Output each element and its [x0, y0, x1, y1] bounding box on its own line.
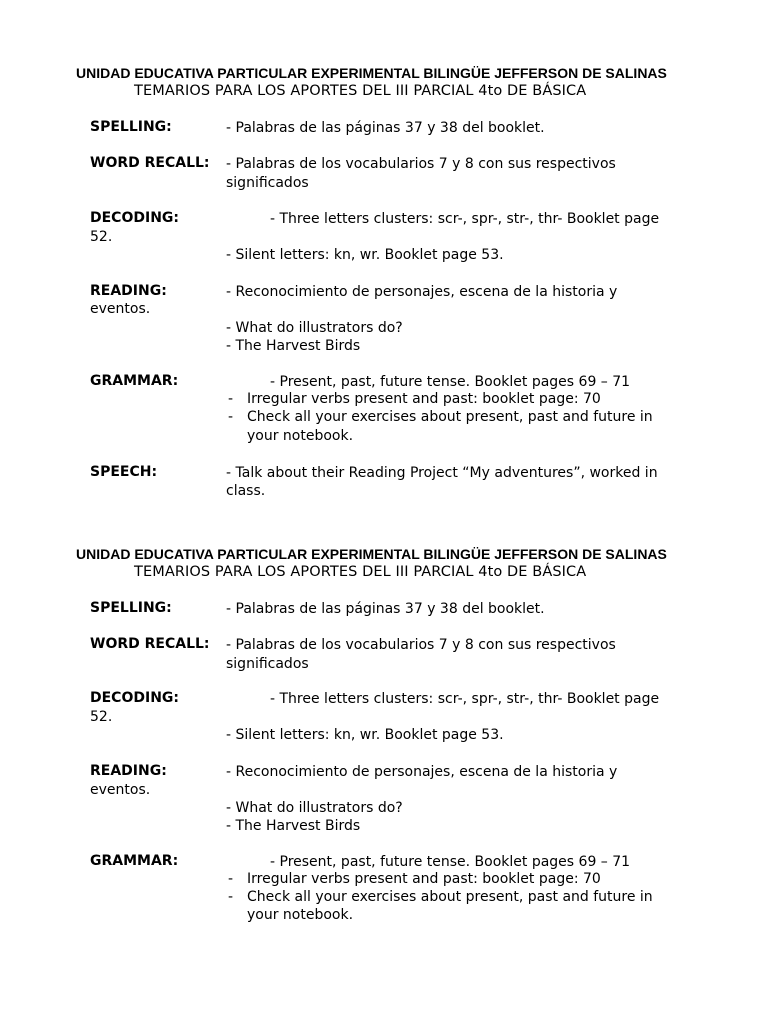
reading-line-1-cont: eventos. [90, 782, 151, 798]
grammar-bullet-1: Irregular verbs present and past: booklet page: 70 [247, 871, 601, 887]
reading-line-1: - Reconocimiento de personajes, escena de la historia y [226, 764, 618, 780]
reading-line-3: - The Harvest Birds [226, 818, 361, 834]
reading-line-2: - What do illustrators do? [226, 800, 403, 816]
document-subtitle: TEMARIOS PARA LOS APORTES DEL III PARCIAL 4to DE BÁSICA [134, 564, 587, 580]
reading-label: READING: [90, 763, 167, 779]
word-recall-label: WORD RECALL: [90, 155, 210, 171]
word-recall-line-1: - Palabras de los vocabularios 7 y 8 con sus respectivos [226, 637, 616, 653]
grammar-label: GRAMMAR: [90, 373, 179, 389]
speech-label: SPEECH: [90, 464, 158, 480]
reading-line-1-cont: eventos. [90, 301, 151, 317]
decoding-label: DECODING: [90, 210, 179, 226]
word-recall-line-2: significados [226, 175, 309, 191]
decoding-line-1-cont: 52. [90, 709, 113, 725]
spelling-text: - Palabras de las páginas 37 y 38 del booklet. [226, 601, 545, 617]
school-name: UNIDAD EDUCATIVA PARTICULAR EXPERIMENTAL BILINGÜE JEFFERSON DE SALINAS [76, 546, 667, 562]
spelling-label: SPELLING: [90, 600, 172, 616]
decoding-line-2: - Silent letters: kn, wr. Booklet page 53. [226, 247, 504, 263]
grammar-line-1: - Present, past, future tense. Booklet pages 69 – 71 [270, 374, 631, 390]
decoding-label: DECODING: [90, 690, 179, 706]
grammar-bullet-2-line-2: your notebook. [247, 907, 354, 923]
spelling-label: SPELLING: [90, 119, 172, 135]
grammar-bullet-1-mark: - [228, 391, 234, 407]
grammar-bullet-2-mark: - [228, 409, 234, 425]
decoding-line-2: - Silent letters: kn, wr. Booklet page 53. [226, 727, 504, 743]
speech-line-1: - Talk about their Reading Project “My adventures”, worked in [226, 465, 658, 481]
word-recall-label: WORD RECALL: [90, 636, 210, 652]
document-subtitle: TEMARIOS PARA LOS APORTES DEL III PARCIAL 4to DE BÁSICA [134, 83, 587, 99]
school-name: UNIDAD EDUCATIVA PARTICULAR EXPERIMENTAL BILINGÜE JEFFERSON DE SALINAS [76, 65, 667, 81]
grammar-bullet-2-line-1: Check all your exercises about present, past and future in [247, 889, 653, 905]
grammar-label: GRAMMAR: [90, 853, 179, 869]
reading-line-3: - The Harvest Birds [226, 338, 361, 354]
grammar-bullet-1-mark: - [228, 871, 234, 887]
speech-line-2: class. [226, 483, 266, 499]
grammar-bullet-2-line-2: your notebook. [247, 428, 354, 444]
reading-label: READING: [90, 283, 167, 299]
reading-line-2: - What do illustrators do? [226, 320, 403, 336]
grammar-bullet-1: Irregular verbs present and past: booklet page: 70 [247, 391, 601, 407]
decoding-line-1: - Three letters clusters: scr-, spr-, str-, thr- Booklet page [270, 211, 660, 227]
spelling-text: - Palabras de las páginas 37 y 38 del booklet. [226, 120, 545, 136]
decoding-line-1: - Three letters clusters: scr-, spr-, str-, thr- Booklet page [270, 691, 660, 707]
word-recall-line-2: significados [226, 656, 309, 672]
grammar-bullet-2-mark: - [228, 889, 234, 905]
decoding-line-1-cont: 52. [90, 229, 113, 245]
reading-line-1: - Reconocimiento de personajes, escena de la historia y [226, 284, 618, 300]
word-recall-line-1: - Palabras de los vocabularios 7 y 8 con sus respectivos [226, 156, 616, 172]
grammar-line-1: - Present, past, future tense. Booklet pages 69 – 71 [270, 854, 631, 870]
grammar-bullet-2-line-1: Check all your exercises about present, past and future in [247, 409, 653, 425]
